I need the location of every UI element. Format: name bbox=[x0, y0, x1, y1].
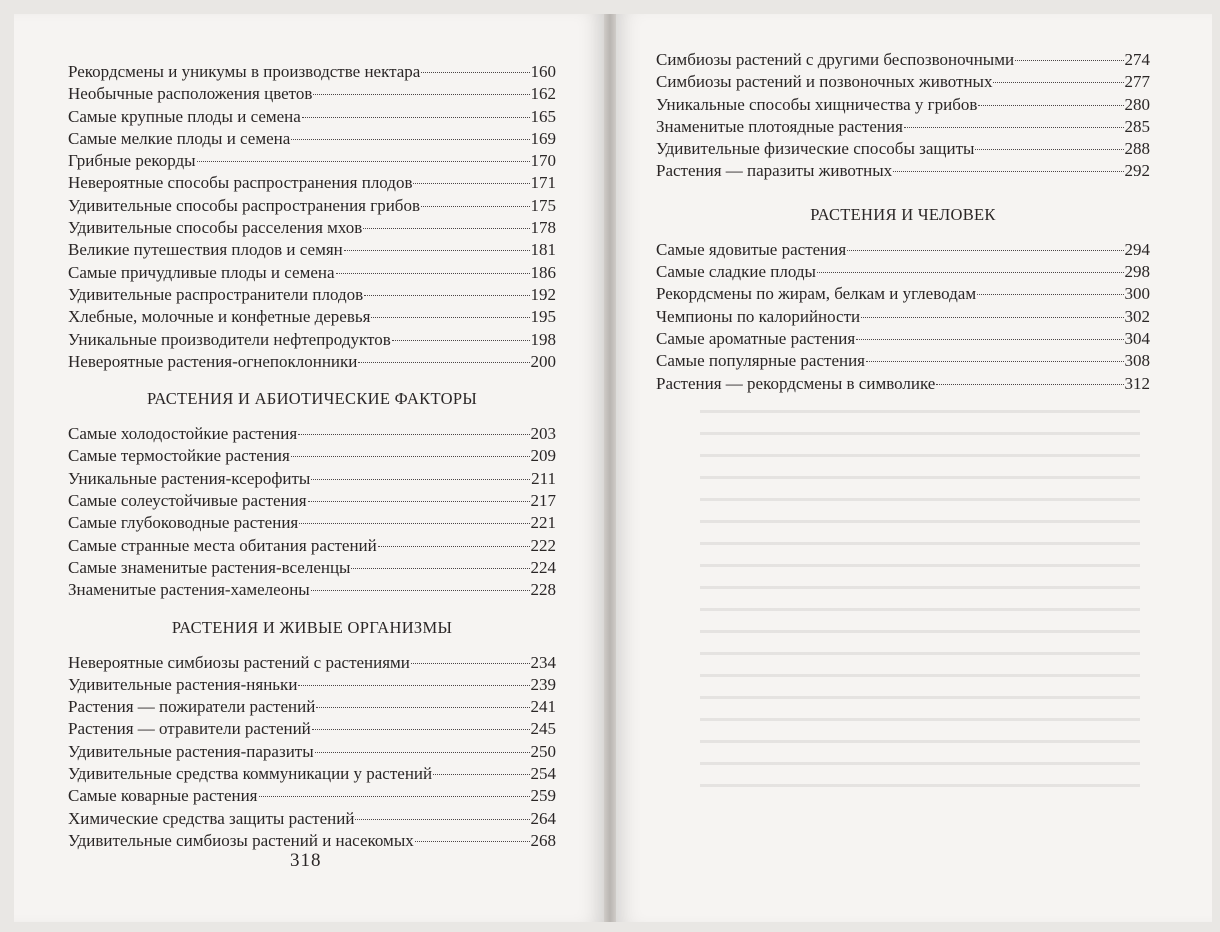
toc-entry-page: 192 bbox=[530, 284, 556, 304]
dot-leader bbox=[355, 819, 529, 820]
toc-entry-page: 234 bbox=[530, 652, 556, 672]
toc-entry bbox=[656, 239, 1150, 261]
toc-entry bbox=[68, 262, 556, 284]
toc-entry bbox=[68, 785, 556, 807]
section-heading-abiotic: РАСТЕНИЯ И АБИОТИЧЕСКИЕ ФАКТОРЫ bbox=[146, 389, 478, 409]
toc-entry-page: 250 bbox=[530, 741, 556, 761]
toc-entry-title: Растения — пожиратели растений bbox=[68, 697, 316, 717]
toc-entry-title: Симбиозы растений и позвоночных животных bbox=[656, 72, 993, 92]
toc-entry-page: 171 bbox=[530, 173, 556, 193]
dot-leader bbox=[344, 250, 530, 251]
toc-entry-title: Удивительные физические способы защиты bbox=[656, 139, 975, 159]
toc-entry-page: 274 bbox=[1124, 50, 1150, 69]
section-heading-living: РАСТЕНИЯ И ЖИВЫЕ ОРГАНИЗМЫ bbox=[171, 617, 453, 637]
dot-leader bbox=[413, 183, 529, 184]
toc-entry bbox=[68, 696, 556, 718]
toc-entry-title: Уникальные растения-ксерофиты bbox=[68, 468, 311, 488]
toc-entry-page: 241 bbox=[530, 697, 556, 717]
toc-entry-page: 200 bbox=[530, 351, 556, 371]
toc-entry bbox=[68, 306, 556, 328]
toc-entry-title: Самые причудливые плоды и семена bbox=[68, 262, 335, 282]
dot-leader bbox=[936, 384, 1123, 385]
toc-entry bbox=[68, 830, 556, 852]
toc-entry-title: Удивительные растения-паразиты bbox=[68, 741, 314, 761]
toc-entry-page: 288 bbox=[1124, 139, 1150, 159]
toc-entry-title: Химические средства защиты растений bbox=[68, 808, 355, 828]
book-spine-gutter bbox=[604, 14, 616, 922]
toc-entry-page: 198 bbox=[530, 329, 556, 349]
toc-entry bbox=[656, 350, 1150, 372]
toc-entry-page: 162 bbox=[530, 84, 556, 104]
dot-leader bbox=[371, 317, 529, 318]
toc-entry bbox=[656, 306, 1150, 328]
dot-leader bbox=[316, 707, 529, 708]
toc-entry-title: Знаменитые плотоядные растения bbox=[656, 116, 903, 136]
dot-leader bbox=[308, 501, 530, 502]
toc-entry bbox=[68, 652, 556, 674]
toc-entry bbox=[68, 741, 556, 763]
toc-entry bbox=[656, 283, 1150, 305]
toc-entry-page: 160 bbox=[530, 62, 556, 81]
dot-leader bbox=[299, 523, 529, 524]
dot-leader bbox=[378, 546, 530, 547]
toc-entry-page: 302 bbox=[1124, 306, 1150, 326]
dot-leader bbox=[861, 317, 1123, 318]
dot-leader bbox=[817, 272, 1124, 273]
dot-leader bbox=[336, 273, 530, 274]
dot-leader bbox=[415, 841, 530, 842]
toc-entry-page: 224 bbox=[530, 557, 556, 577]
toc-entry-page: 175 bbox=[530, 195, 556, 215]
toc-entry bbox=[656, 94, 1150, 116]
dot-leader bbox=[978, 105, 1123, 106]
dot-leader bbox=[975, 149, 1123, 150]
toc-entry-page: 222 bbox=[530, 535, 556, 555]
toc-entry-page: 186 bbox=[530, 262, 556, 282]
toc-entry-title: Уникальные производители нефтепродуктов bbox=[68, 329, 391, 349]
dot-leader bbox=[259, 796, 530, 797]
toc-entry bbox=[68, 423, 556, 445]
right-toc-column bbox=[656, 49, 1150, 395]
toc-entry-page: 209 bbox=[530, 446, 556, 466]
dot-leader bbox=[993, 82, 1123, 83]
dot-leader bbox=[1015, 60, 1123, 61]
toc-entry-page: 312 bbox=[1124, 373, 1150, 393]
toc-entry bbox=[68, 106, 556, 128]
toc-entry-title: Рекордсмены и уникумы в производстве нектара bbox=[68, 62, 421, 81]
toc-entry-title: Самые сладкие плоды bbox=[656, 262, 816, 282]
toc-entry-title: Самые холодостойкие растения bbox=[68, 424, 298, 444]
toc-entry-page: 178 bbox=[530, 218, 556, 238]
toc-entry-page: 254 bbox=[530, 764, 556, 784]
dot-leader bbox=[392, 340, 530, 341]
page-number: 318 bbox=[290, 850, 322, 871]
toc-entry bbox=[656, 71, 1150, 93]
dot-leader bbox=[847, 250, 1123, 251]
toc-entry bbox=[68, 535, 556, 557]
toc-entry bbox=[656, 261, 1150, 283]
toc-entry-title: Великие путешествия плодов и семян bbox=[68, 240, 343, 260]
show-through-text bbox=[700, 410, 1140, 790]
dot-leader bbox=[358, 362, 529, 363]
dot-leader bbox=[893, 171, 1123, 172]
toc-entry-page: 300 bbox=[1124, 284, 1150, 304]
toc-entry-title: Грибные рекорды bbox=[68, 151, 196, 171]
toc-entry-title: Удивительные способы распространения грибов bbox=[68, 195, 420, 215]
toc-entry-page: 169 bbox=[530, 128, 556, 148]
dot-leader bbox=[302, 117, 530, 118]
toc-entry bbox=[68, 557, 556, 579]
toc-entry bbox=[68, 150, 556, 172]
toc-entry-title: Чемпионы по калорийности bbox=[656, 306, 861, 326]
toc-entry bbox=[68, 718, 556, 740]
toc-entry-title: Рекордсмены по жирам, белкам и углеводам bbox=[656, 284, 977, 304]
toc-entry-page: 221 bbox=[530, 513, 556, 533]
toc-entry-page: 304 bbox=[1124, 328, 1150, 348]
toc-entry-title: Растения — отравители растений bbox=[68, 719, 311, 739]
toc-entry-title: Самые популярные растения bbox=[656, 351, 866, 371]
dot-leader bbox=[291, 456, 530, 457]
toc-entry-title: Самые ароматные растения bbox=[656, 328, 856, 348]
toc-entry bbox=[68, 284, 556, 306]
toc-entry-page: 203 bbox=[530, 424, 556, 444]
toc-entry-title: Необычные расположения цветов bbox=[68, 84, 313, 104]
toc-list-abiotic bbox=[68, 423, 556, 601]
dot-leader bbox=[421, 206, 530, 207]
toc-entry bbox=[68, 128, 556, 150]
dot-leader bbox=[298, 434, 529, 435]
toc-entry-title: Хлебные, молочные и конфетные деревья bbox=[68, 307, 371, 327]
dot-leader bbox=[904, 127, 1124, 128]
dot-leader bbox=[311, 590, 530, 591]
dot-leader bbox=[315, 752, 530, 753]
toc-entry bbox=[68, 172, 556, 194]
toc-list-living bbox=[68, 652, 556, 853]
dot-leader bbox=[421, 72, 529, 73]
toc-entry bbox=[68, 468, 556, 490]
toc-entry-page: 292 bbox=[1124, 161, 1150, 181]
toc-entry-page: 259 bbox=[530, 786, 556, 806]
dot-leader bbox=[311, 479, 530, 480]
toc-entry-page: 181 bbox=[530, 240, 556, 260]
toc-entry bbox=[656, 116, 1150, 138]
toc-entry-page: 228 bbox=[530, 580, 556, 600]
toc-entry-title: Знаменитые растения-хамелеоны bbox=[68, 580, 310, 600]
toc-entry-page: 195 bbox=[530, 307, 556, 327]
toc-entry bbox=[68, 763, 556, 785]
dot-leader bbox=[313, 94, 529, 95]
toc-entry-title: Невероятные способы распространения плодов bbox=[68, 173, 413, 193]
toc-entry bbox=[656, 138, 1150, 160]
toc-list-human bbox=[656, 239, 1150, 395]
dot-leader bbox=[298, 685, 529, 686]
toc-entry bbox=[68, 239, 556, 261]
toc-entry-page: 294 bbox=[1124, 239, 1150, 259]
toc-entry-title: Самые глубоководные растения bbox=[68, 513, 299, 533]
dot-leader bbox=[433, 774, 529, 775]
toc-entry-title: Удивительные средства коммуникации у растений bbox=[68, 764, 433, 784]
toc-entry-title: Самые мелкие плоды и семена bbox=[68, 128, 291, 148]
dot-leader bbox=[364, 295, 529, 296]
toc-entry bbox=[68, 579, 556, 601]
toc-entry-title: Удивительные способы расселения мхов bbox=[68, 218, 363, 238]
toc-list-continued-right bbox=[656, 49, 1150, 183]
toc-entry bbox=[68, 351, 556, 373]
toc-entry-page: 264 bbox=[530, 808, 556, 828]
toc-entry-page: 211 bbox=[531, 468, 556, 488]
toc-entry-title: Невероятные симбиозы растений с растениями bbox=[68, 652, 410, 672]
toc-entry bbox=[656, 328, 1150, 350]
dot-leader bbox=[856, 339, 1123, 340]
toc-entry-title: Самые знаменитые растения-вселенцы bbox=[68, 557, 351, 577]
toc-entry-title: Растения — рекордсмены в символике bbox=[656, 373, 936, 393]
toc-entry bbox=[656, 373, 1150, 395]
section-heading-human: РАСТЕНИЯ И ЧЕЛОВЕК bbox=[810, 204, 996, 224]
toc-entry-page: 277 bbox=[1124, 72, 1150, 92]
toc-entry bbox=[656, 160, 1150, 182]
toc-entry-page: 268 bbox=[530, 830, 556, 850]
toc-entry-title: Невероятные растения-огнепоклонники bbox=[68, 351, 358, 371]
toc-entry-title: Удивительные распространители плодов bbox=[68, 284, 364, 304]
toc-entry-page: 239 bbox=[530, 674, 556, 694]
dot-leader bbox=[411, 663, 530, 664]
toc-entry-title: Растения — паразиты животных bbox=[656, 161, 893, 181]
dot-leader bbox=[197, 161, 530, 162]
toc-entry-title: Самые солеустойчивые растения bbox=[68, 491, 307, 511]
toc-entry-page: 170 bbox=[530, 151, 556, 171]
toc-entry-title: Удивительные симбиозы растений и насекомых bbox=[68, 830, 414, 850]
toc-entry-page: 245 bbox=[530, 719, 556, 739]
dot-leader bbox=[351, 568, 529, 569]
toc-entry bbox=[68, 674, 556, 696]
dot-leader bbox=[312, 729, 530, 730]
toc-entry-page: 165 bbox=[530, 106, 556, 126]
toc-entry bbox=[68, 61, 556, 83]
toc-entry bbox=[68, 195, 556, 217]
dot-leader bbox=[977, 294, 1123, 295]
toc-entry-page: 298 bbox=[1124, 262, 1150, 282]
dot-leader bbox=[291, 139, 529, 140]
toc-entry bbox=[656, 49, 1150, 71]
toc-entry-title: Самые термостойкие растения bbox=[68, 446, 290, 466]
toc-entry-title: Самые ядовитые растения bbox=[656, 239, 847, 259]
toc-entry-title: Симбиозы растений с другими беспозвоночными bbox=[656, 50, 1015, 69]
toc-entry-page: 285 bbox=[1124, 116, 1150, 136]
toc-entry bbox=[68, 808, 556, 830]
toc-entry-page: 280 bbox=[1124, 94, 1150, 114]
toc-entry-page: 217 bbox=[530, 491, 556, 511]
toc-entry-title: Самые странные места обитания растений bbox=[68, 535, 377, 555]
toc-entry-page: 308 bbox=[1124, 351, 1150, 371]
toc-entry-title: Удивительные растения-няньки bbox=[68, 674, 298, 694]
toc-entry bbox=[68, 217, 556, 239]
left-toc-column bbox=[68, 61, 556, 852]
toc-entry-title: Самые коварные растения bbox=[68, 786, 258, 806]
toc-entry bbox=[68, 490, 556, 512]
toc-entry-title: Уникальные способы хищничества у грибов bbox=[656, 94, 978, 114]
dot-leader bbox=[866, 361, 1123, 362]
toc-entry bbox=[68, 512, 556, 534]
toc-entry bbox=[68, 445, 556, 467]
toc-entry bbox=[68, 83, 556, 105]
dot-leader bbox=[363, 228, 529, 229]
toc-entry bbox=[68, 329, 556, 351]
toc-entry-title: Самые крупные плоды и семена bbox=[68, 106, 301, 126]
toc-list-continued bbox=[68, 61, 556, 373]
